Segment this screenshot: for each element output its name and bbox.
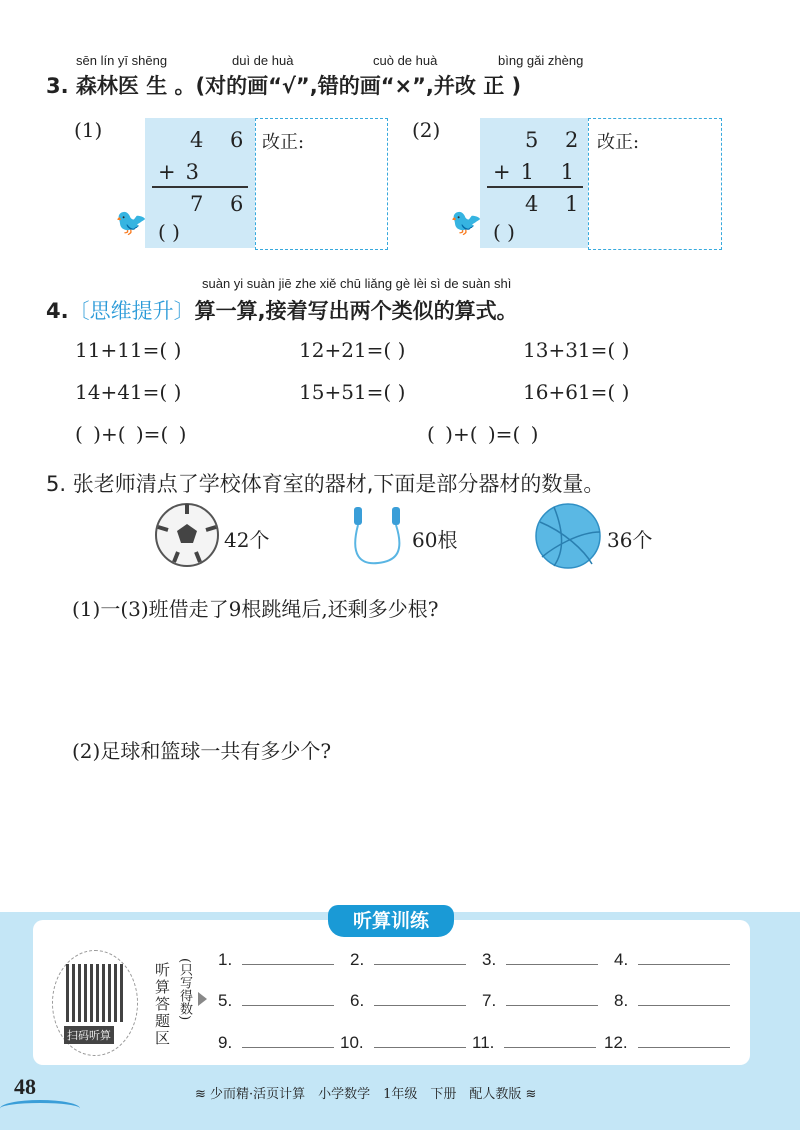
answer-number: 9. [218,1033,233,1052]
equation[interactable]: 13+31=( ) [523,338,630,362]
equation[interactable]: 14+41=( ) [75,380,182,404]
answer-number: 12. [604,1033,628,1052]
addend: 5 2 [525,128,589,152]
sum: 4 1 [525,192,589,216]
addend: +3 [158,160,209,184]
answer-number: 8. [614,991,629,1010]
answer-line[interactable] [506,950,598,965]
blank-equation[interactable]: ( )+( )=( ) [75,422,187,446]
bird-icon: 🐦 [115,208,148,238]
fix-label: 改正: [597,132,640,153]
pinyin: duì de huà [232,53,294,68]
problem-label: (1) [74,118,103,142]
jump-rope-icon [340,505,412,567]
question-5-title: 5. 张老师清点了学校体育室的器材,下面是部分器材的数量。 [46,472,605,496]
answer-line[interactable] [242,991,334,1006]
wave-icon [0,1100,80,1117]
answer-number: 5. [218,991,233,1010]
note-label: (只写得数) [177,958,192,1021]
scan-label[interactable]: 扫码听算 [64,1026,114,1044]
answer-line[interactable] [374,1033,466,1048]
pinyin: bìng gǎi zhèng [498,53,584,68]
tag-label: 〔思维提升〕 [68,299,195,323]
sub-question: (1)一(3)班借走了9根跳绳后,还剩多少根? [72,597,439,621]
page-number: 48 [14,1074,36,1099]
soccer-ball-icon [154,502,220,568]
listening-title: 听算训练 [328,905,454,937]
blank-equation[interactable]: ( )+( )=( ) [427,422,539,446]
answer-blank[interactable]: ( ) [493,220,515,244]
answer-number: 7. [482,991,497,1010]
equation[interactable]: 16+61=( ) [523,380,630,404]
answer-number: 2. [350,950,365,969]
answer-number: 6. [350,991,365,1010]
question-number: 4. [46,299,69,323]
basketball-icon [534,502,602,570]
sub-question: (2)足球和篮球一共有多少个? [72,739,332,763]
answer-line[interactable] [638,991,730,1006]
answer-line[interactable] [638,1033,730,1048]
sum: 7 6 [190,192,254,216]
bird-icon: 🐦 [450,208,483,238]
answer-number: 11. [472,1033,495,1052]
answer-line[interactable] [504,1033,596,1048]
answer-line[interactable] [638,950,730,965]
basketball-count: 36个 [607,528,653,552]
fix-label: 改正: [262,132,305,153]
arrow-icon [198,992,207,1006]
addend: +1 1 [493,160,584,184]
soccer-count: 42个 [224,528,270,552]
equation[interactable]: 12+21=( ) [299,338,406,362]
addend: 4 6 [190,128,254,152]
question-3-title: 3. 森林医 生 。(对的画“√”,错的画“×”,并改 正 ) [46,74,522,98]
pinyin: suàn yi suàn jiē zhe xiě chū liǎng gè lèi sì de suàn shì [202,276,512,291]
pinyin: sēn lín yī shēng [76,53,168,68]
answer-number: 3. [482,950,497,969]
answer-blank[interactable]: ( ) [158,220,180,244]
pinyin: cuò de huà [373,53,438,68]
answer-line[interactable] [242,1033,334,1048]
equation[interactable]: 15+51=( ) [299,380,406,404]
answer-line[interactable] [242,950,334,965]
problem-label: (2) [412,118,441,142]
footer-text: ≋ 少而精·活页计算 小学数学 1年级 下册 配人教版 ≋ [195,1087,537,1102]
question-4-title: 算一算,接着写出两个类似的算式。 [194,299,518,323]
answer-line[interactable] [374,991,466,1006]
rope-count: 60根 [412,528,458,552]
answer-line[interactable] [374,950,466,965]
area-label: 听算答题区 [155,961,171,1047]
answer-line[interactable] [506,991,598,1006]
answer-number: 4. [614,950,629,969]
equation[interactable]: 11+11=( ) [75,338,182,362]
answer-number: 10. [340,1033,364,1052]
answer-number: 1. [218,950,233,969]
qr-code-icon[interactable] [66,964,124,1022]
